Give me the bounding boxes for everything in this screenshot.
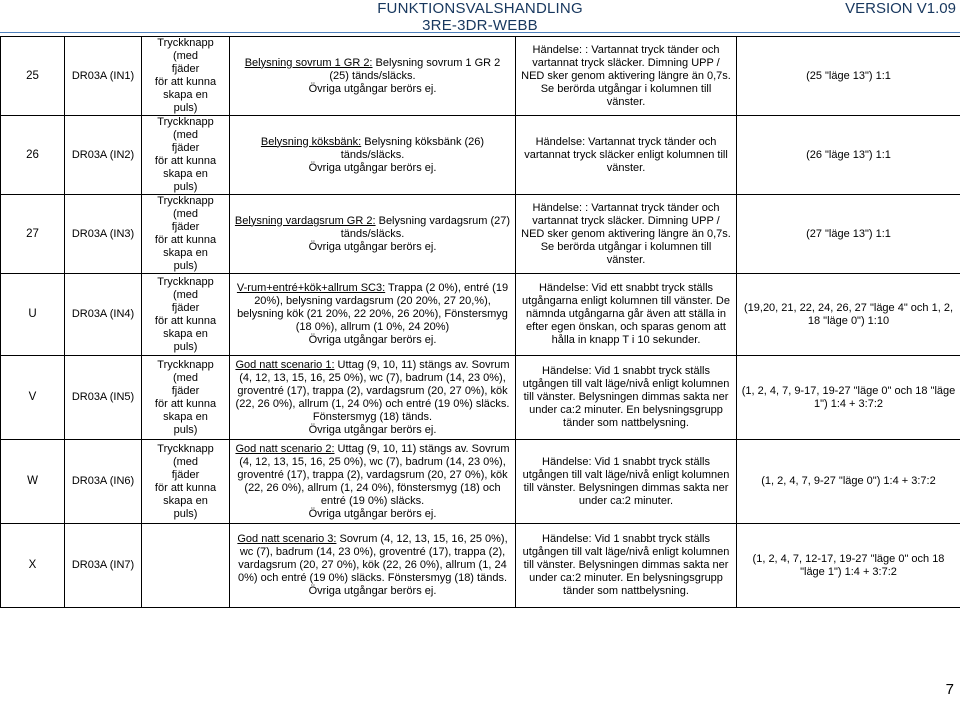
document-subtitle: 3RE-3DR-WEBB [422,17,538,34]
device-type-line: Tryckknapp (med [157,195,214,220]
function-text: Belysning sovrum 1 GR 2 (25) tänds/släcks. [329,56,501,82]
function-cell [230,274,516,356]
function-table [0,36,960,608]
device-type-line: fjäder [171,384,200,397]
input-channel-cell: DR03A (IN5) [65,356,142,440]
device-type-line: puls) [173,181,198,193]
function-description [234,443,511,508]
event-cell: Händelse: Vartannat tryck tänder och vartannat tryck släcker enligt kolumnen till vänster. [516,116,737,195]
table-row [1,356,960,440]
input-channel-cell: DR03A (IN2) [65,116,142,195]
scene-cell: (1, 2, 4, 7, 9-17, 19-27 "läge 0" och 18 "läge 1") 1:4 + 3:7:2 [737,356,960,440]
device-type-line: fjäder [171,468,200,481]
device-type-cell [142,37,230,116]
function-title: Belysning vardagsrum GR 2: [234,214,376,227]
page-number: 7 [945,681,954,698]
device-type-line: puls) [173,102,198,114]
row-id-cell: W [1,440,65,524]
table-row [1,440,960,524]
device-type-line: fjäder [171,63,200,75]
function-title: Belysning sovrum 1 GR 2: [244,56,373,69]
function-title: God natt scenario 1: [235,358,335,371]
device-type-line: puls) [173,260,198,272]
row-id-cell: V [1,356,65,440]
scene-cell: (1, 2, 4, 7, 12-17, 19-27 "läge 0" och 18 "läge 1") 1:4 + 3:7:2 [737,524,960,608]
device-type-cell [142,524,230,608]
function-note: Övriga utgångar berörs ej. [308,423,437,436]
row-id-cell: 27 [1,195,65,274]
device-type-line: för att kunna skapa en [154,76,217,101]
event-cell: Händelse: : Vartannat tryck tänder och vartannat tryck släcker. Dimning UPP / NED sker genom aktivering längre än 0,7s. Se berörda utgångar i kolumnen till vänster. [516,37,737,116]
table-row [1,195,960,274]
function-description [234,136,511,162]
device-type-line: Tryckknapp (med [157,358,214,384]
table-row [1,37,960,116]
function-note: Övriga utgångar berörs ej. [308,585,437,597]
function-description [234,533,511,585]
row-id-cell: U [1,274,65,356]
row-id-cell: 25 [1,37,65,116]
row-id-cell: X [1,524,65,608]
device-type-cell [142,195,230,274]
function-text: Belysning vardagsrum (27) tänds/släcks. [340,214,511,240]
device-type-cell [142,356,230,440]
function-text: Trappa (2 0%), entré (19 20%), belysning vardagsrum (20 20%, 27 20,%), belysning kök (21 20%, 22 20%, 26 20%), Fönstersmyg (18 0%), allrum (1 0%, 24 20%) [237,282,509,333]
scene-cell: (1, 2, 4, 7, 9-27 "läge 0") 1:4 + 3:7:2 [737,440,960,524]
device-type-line: puls) [173,423,198,436]
device-type-line: Tryckknapp (med [157,116,214,141]
table-row [1,274,960,356]
event-cell: Händelse: Vid 1 snabbt tryck ställs utgången till valt läge/nivå enligt kolumnen till vänster. Belysningen dimmas sakta ner under ca:2 minuter. [516,440,737,524]
header-divider [0,32,960,33]
function-text: Uttag (9, 10, 11) stängs av. Sovrum (4, 12, 13, 15, 16, 25 0%), wc (7), badrum (14, 23 0%), groventré (17), trappa (2), vardagsrum (20, 27 0%), kök (22, 26 0%), allrum (1, 24 0%), fönstersmyg (18) och entré (19 0%) släcks. [237,442,510,507]
table-row [1,116,960,195]
device-type-line: fjäder [171,301,200,314]
function-note: Övriga utgångar berörs ej. [308,507,437,520]
device-type-line: för att kunna skapa en [154,314,217,340]
event-cell: Händelse: Vid 1 snabbt tryck ställs utgången till valt läge/nivå enligt kolumnen till vänster. Belysningen dimmas sakta ner under ca:2 minuter. En belysningsgrupp tänder som nattbelysning. [516,524,737,608]
function-note: Övriga utgångar berörs ej. [308,334,437,346]
scene-cell: (19,20, 21, 22, 24, 26, 27 "läge 4" och 1, 2, 18 "läge 0") 1:10 [737,274,960,356]
device-type-line: puls) [173,340,198,353]
function-cell [230,440,516,524]
function-cell [230,195,516,274]
function-text: Belysning köksbänk (26) tänds/släcks. [340,135,485,161]
device-type-line: för att kunna skapa en [154,397,217,423]
function-text: Sovrum (4, 12, 13, 15, 16, 25 0%), wc (7), badrum (14, 23 0%), groventré (17), trappa (2), vardagsrum (20, 27 0%), kök (22, 26 0%), allrum (1, 24 0%) och entré (19 0%) släcks. Fönstersmyg (18) tänds. [238,533,508,584]
function-cell [230,116,516,195]
function-cell [230,524,516,608]
document-header [0,0,960,34]
device-type-line: Tryckknapp (med [157,37,214,62]
device-type-line: för att kunna skapa en [154,481,217,507]
function-title: Belysning köksbänk: [260,135,362,148]
function-description [234,57,511,83]
event-cell: Händelse: Vid 1 snabbt tryck ställs utgången till valt läge/nivå enligt kolumnen till vänster. Belysningen dimmas sakta ner under ca:2 minuter. En belysningsgrupp tänder som nattbelysning. [516,356,737,440]
function-description [234,282,511,334]
function-text: Uttag (9, 10, 11) stängs av. Sovrum (4, 12, 13, 15, 16, 25 0%), wc (7), badrum (14, 23 0%), groventré (17), trappa (2), vardagsrum (20, 27 0%), kök (22, 26 0%), allrum (1, 24 0%) och entré (19 0%) släcks. Fönstersmyg (18) tänds. [235,358,510,423]
function-description [234,215,511,241]
device-type-cell [142,116,230,195]
scene-cell: (25 "läge 13") 1:1 [737,37,960,116]
table-row [1,524,960,608]
scene-cell: (26 "läge 13") 1:1 [737,116,960,195]
device-type-line: fjäder [171,221,200,233]
device-type-line: Tryckknapp (med [157,275,214,301]
device-type-line: fjäder [171,142,200,154]
device-type-cell [142,274,230,356]
scene-cell: (27 "läge 13") 1:1 [737,195,960,274]
device-type-line: Tryckknapp (med [157,442,214,468]
function-cell [230,356,516,440]
event-cell: Händelse: : Vartannat tryck tänder och vartannat tryck släcker. Dimning UPP / NED sker genom aktivering längre än 0,7s. Se berörda utgångar i kolumnen till vänster. [516,195,737,274]
function-title: God natt scenario 2: [235,442,335,455]
device-type-cell [142,440,230,524]
device-type-line: för att kunna skapa en [154,155,217,180]
function-cell [230,37,516,116]
function-note: Övriga utgångar berörs ej. [308,82,437,95]
input-channel-cell: DR03A (IN7) [65,524,142,608]
input-channel-cell: DR03A (IN3) [65,195,142,274]
device-type-line: för att kunna skapa en [154,234,217,259]
function-description [234,359,511,424]
version-label: VERSION V1.09 [845,0,956,17]
event-cell: Händelse: Vid ett snabbt tryck ställs utgångarna enligt kolumnen till vänster. De nämnda utgångarna går även att ställa in efter egen önskan, och sparas genom att hålla in knapp T i 10 sekunder. [516,274,737,356]
function-title: V-rum+entré+kök+allrum SC3: [236,282,386,294]
row-id-cell: 26 [1,116,65,195]
function-note: Övriga utgångar berörs ej. [308,161,437,174]
input-channel-cell: DR03A (IN1) [65,37,142,116]
function-note: Övriga utgångar berörs ej. [308,240,437,253]
device-type-line: puls) [173,507,198,520]
document-title: FUNKTIONSVALSHANDLING [377,0,583,17]
input-channel-cell: DR03A (IN4) [65,274,142,356]
function-title: God natt scenario 3: [237,533,337,545]
input-channel-cell: DR03A (IN6) [65,440,142,524]
